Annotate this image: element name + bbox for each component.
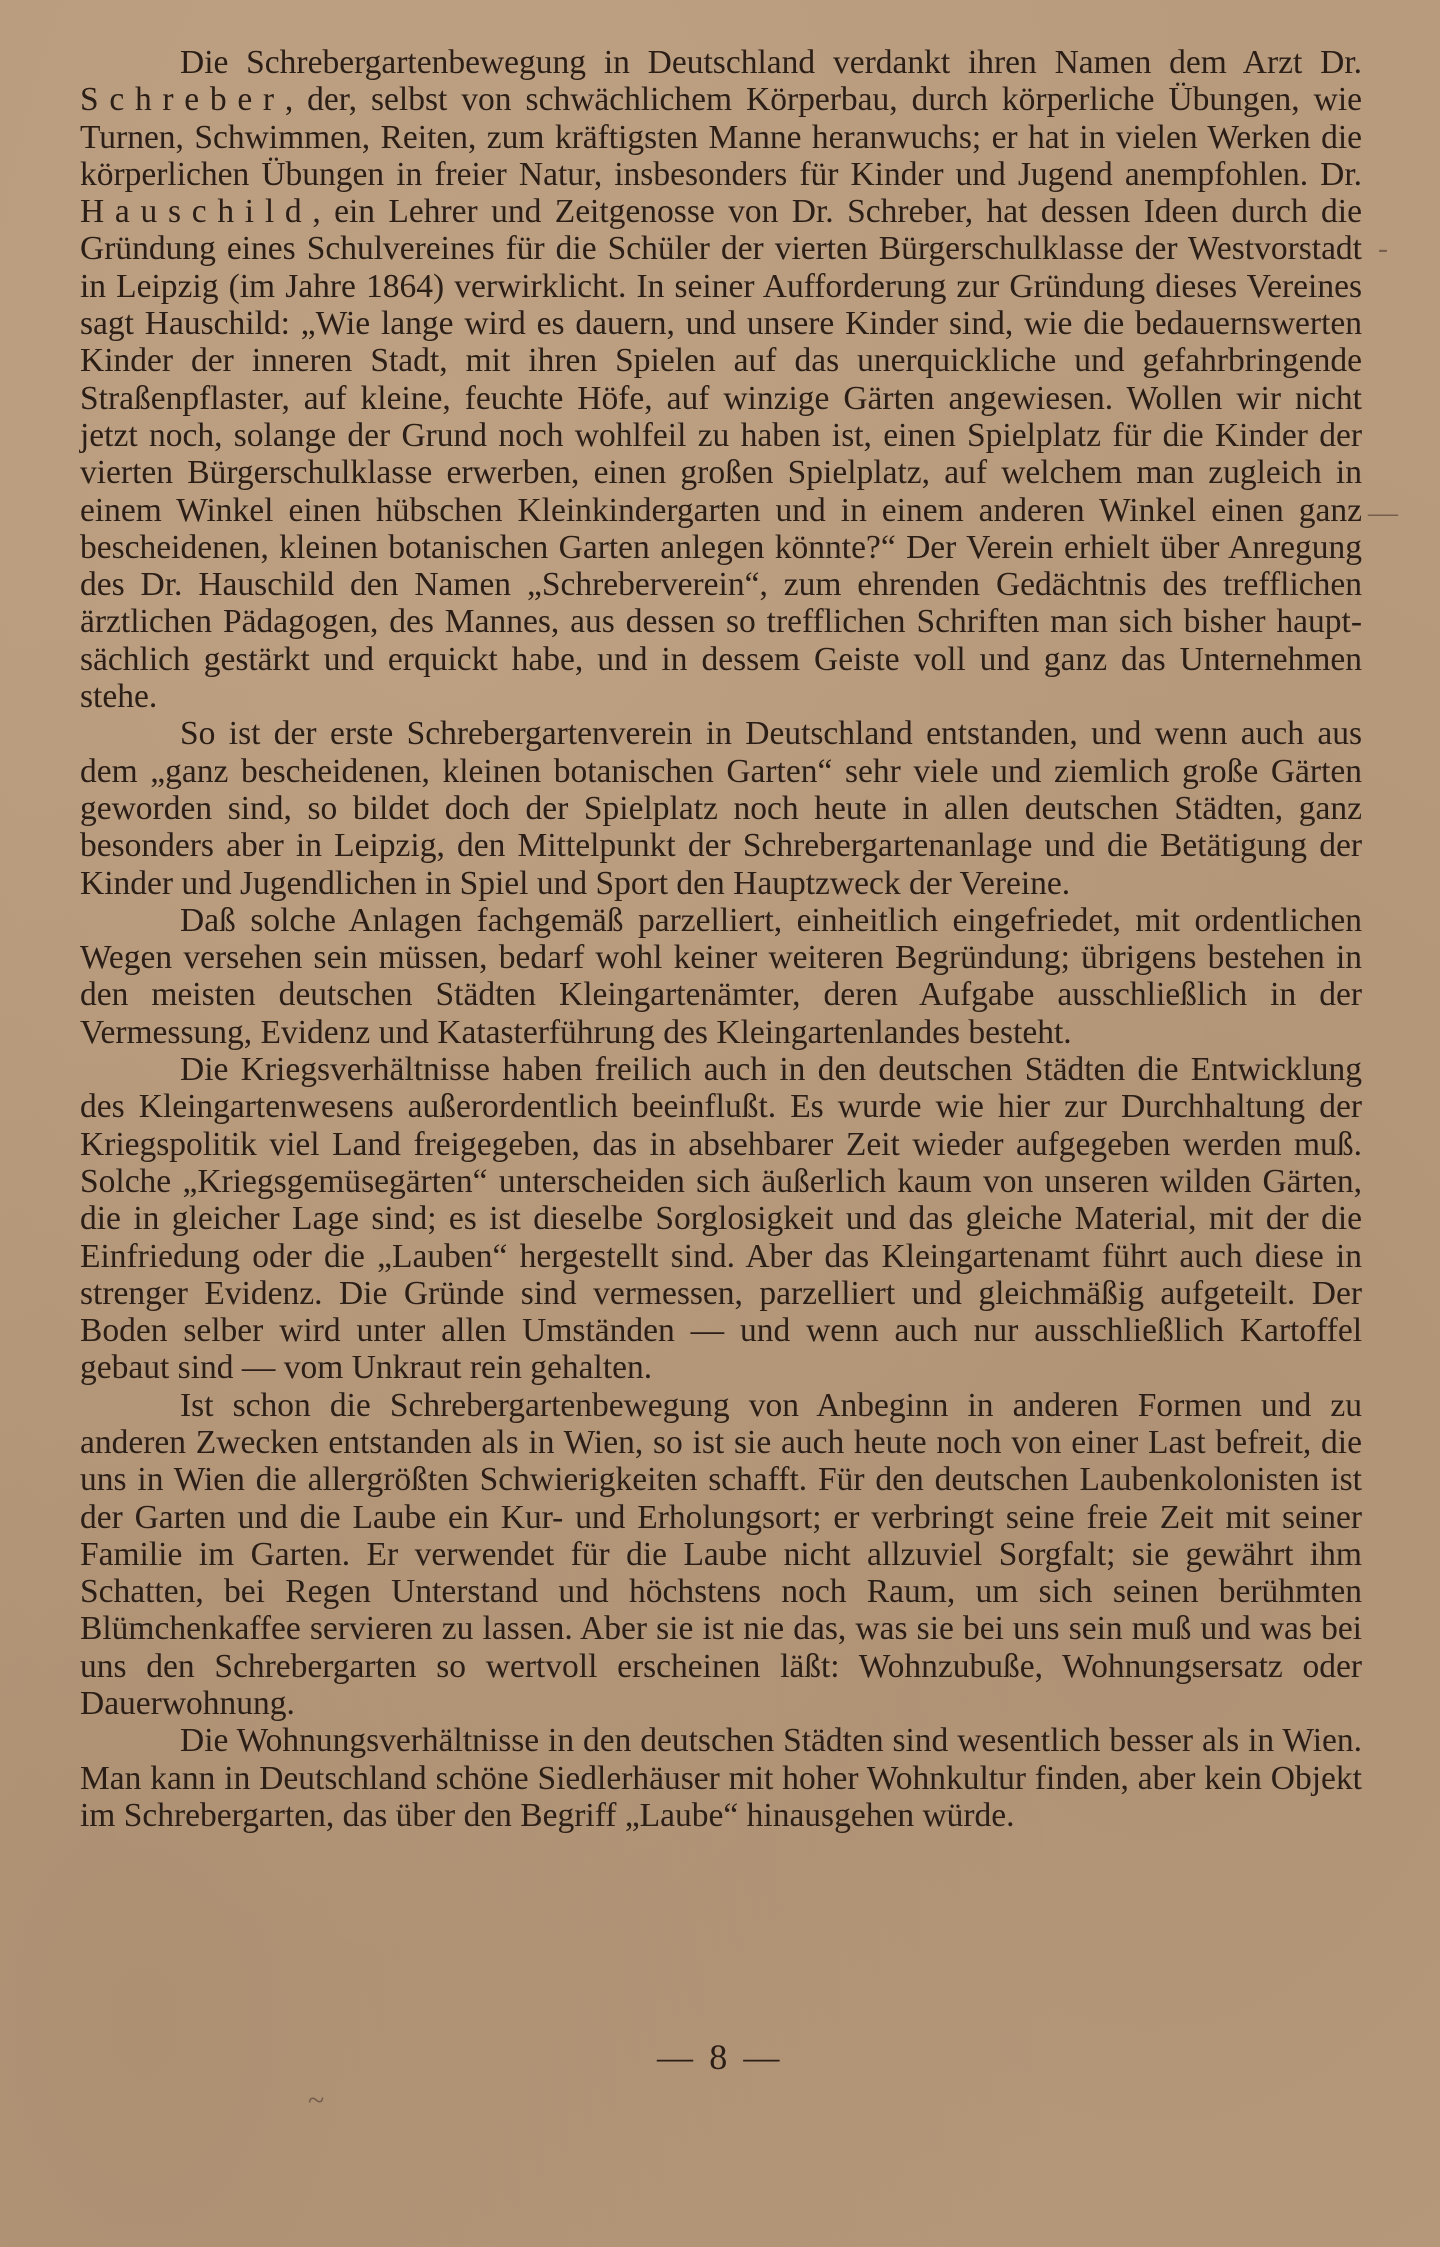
page-number: — 8 —: [657, 2037, 783, 2077]
document-body: [80, 44, 1362, 1834]
paragraph-1-intro: Die Schrebergartenbewegung in Deutschland verdankt ihren Namen dem Arzt Dr.: [180, 44, 1362, 81]
name-hauschild: Hauschild: [80, 193, 313, 231]
paragraph-6: Die Wohnungsverhältnisse in den deutschen Städten sind wesentlich besser als in Wien. Man kann in Deutschland schöne Siedlerhäuser mit hoher Wohnkultur finden, aber kein Objekt im Schrebergarten, das über den Begriff „Laube“ hinausgehen würde.: [80, 1722, 1362, 1834]
paragraph-2: So ist der erste Schrebergartenverein in Deutschland entstanden, und wenn auch aus dem „ganz bescheidenen, kleinen botanischen Garten“ sehr viele und ziemlich große Gärten geworden sind, so bildet doch der Spielplatz noch heute in allen deutschen Städten, ganz besonders aber in Leipzig, den Mittelpunkt der Schrebergartenanlage und die Betätigung der Kinder und Jugendlichen in Spiel und Sport den Hauptzweck der Vereine.: [80, 715, 1362, 902]
paragraph-1-middle: , der, selbst von schwächlichem Körperbau, durch körperliche Übungen, wie Turnen, Schwimmen, Reiten, zum kräftigsten Manne heranwuchs; er hat in vielen Werken die körperlichen Übungen in freier Natur, insbesonders für Kinder und Jugend anempfohlen. Dr.: [80, 81, 1362, 193]
name-schreber: Schreber: [80, 81, 285, 119]
margin-mark-icon: —: [1368, 496, 1398, 529]
paragraph-4: Die Kriegsverhältnisse haben freilich auch in den deutschen Städten die Entwicklung des Kleingartenwesens außerordentlich beeinflußt. Es wurde wie hier zur Durchhaltung der Kriegspolitik viel Land freigegeben, das in absehbarer Zeit wieder aufgegeben werden muß. Solche „Kriegsgemüsegärten“ unterscheiden sich äußerlich kaum von unseren wilden Gärten, die in gleicher Lage sind; es ist dieselbe Sorglosigkeit und das gleiche Material, mit der die Einfriedung oder die „Lauben“ hergestellt sind. Aber das Kleingartenamt führt auch diese in strenger Evidenz. Die Gründe sind vermessen, parzelliert und gleichmäßig aufgeteilt. Der Boden selber wird unter allen Umständen — und wenn auch nur ausschließlich Kartoffel gebaut sind — vom Unkraut rein gehalten.: [80, 1051, 1362, 1387]
paragraph-1-rest: , ein Lehrer und Zeitgenosse von Dr. Schreber, hat dessen Ideen durch die Gründung eines Schulvereines für die Schüler der vierten Bürgerschulklasse der Westvorstadt in Leipzig (im Jahre 1864) verwirklicht. In seiner Aufforderung zur Gründung dieses Vereines sagt Hauschild: „Wie lange wird es dauern, und unsere Kinder sind, wie die bedauernswerten Kinder der inneren Stadt, mit ihren Spielen auf das unerquickliche und gefahrbringende Straßenpflaster, auf kleine, feuchte Höfe, auf winzige Gärten angewiesen. Wollen wir nicht jetzt noch, solange der Grund noch wohlfeil zu haben ist, einen Spielplatz für die Kinder der vierten Bürgerschulklasse erwerben, einen großen Spielplatz, auf welchem man zugleich in einem Winkel einen hübschen Kleinkindergarten und in einem anderen Winkel einen ganz bescheidenen, kleinen botanischen Garten anlegen könnte?“ Der Verein erhielt über Anregung des Dr. Hauschild den Namen „Schreberverein“, zum ehrenden Gedächtnis des trefflichen ärztlichen Pädagogen, des Mannes, aus dessen so trefflichen Schriften man sich bisher hauptsächlich gestärkt und erquickt habe, und in dessem Geiste voll und ganz das Unternehmen stehe.: [80, 193, 1362, 716]
paragraph-3: Daß solche Anlagen fachgemäß parzelliert, einheitlich eingefriedet, mit ordentlichen Wegen versehen sein müssen, bedarf wohl keiner weiteren Begründung; übrigens bestehen in den meisten deutschen Städten Kleingartenämter, deren Aufgabe ausschließlich in der Vermessung, Evidenz und Katasterführung des Kleingartenlandes besteht.: [80, 901, 1362, 1051]
paragraph-1: [80, 44, 1362, 715]
paragraph-5: Ist schon die Schrebergartenbewegung von Anbeginn in anderen Formen und zu anderen Zwecken entstanden als in Wien, so ist sie auch heute noch von einer Last befreit, die uns in Wien die allergrößten Schwierigkeiten schafft. Für den deutschen Laubenkolonisten ist der Garten und die Laube ein Kur- und Erholungsort; er verbringt seine freie Zeit mit seiner Familie im Garten. Er verwendet für die Laube nicht allzuviel Sorgfalt; sie gewährt ihm Schatten, bei Regen Unterstand und höchstens noch Raum, um sich seinen berühmten Blümchenkaffee servieren zu lassen. Aber sie ist nie das, was sie bei uns sein muß und was bei uns den Schrebergarten so wertvoll erscheinen läßt: Wohnzubuße, Wohnungsersatz oder Dauerwohnung.: [80, 1386, 1362, 1723]
tilde-mark-icon: ~: [308, 2084, 325, 2117]
margin-mark-icon: -: [1378, 232, 1388, 265]
